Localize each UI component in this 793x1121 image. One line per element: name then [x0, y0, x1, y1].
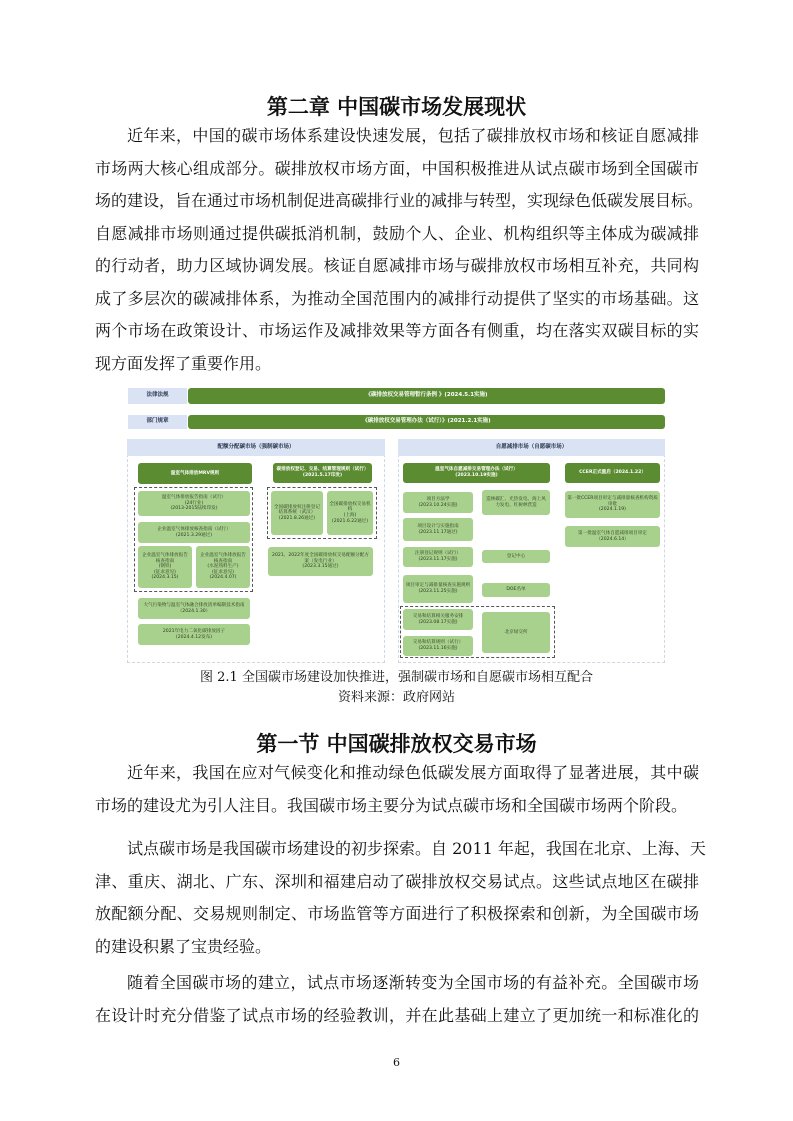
text-line: 随着全国碳市场的建立，试点市场逐渐转变为全国市场的有益补充。全国碳市场: [127, 973, 699, 992]
figure-caption: 图 2.1 全国碳市场建设加快推进，强制碳市场和自愿碳市场相互配合: [200, 670, 593, 685]
intro-paragraph: [95, 120, 704, 380]
methodology-box: 项目方法学 (2023.10.24实施): [403, 492, 473, 513]
text-line: 成了多层次的碳减排体系，为推动全国范围内的减排行动提供了坚实的市场基础。这: [95, 288, 699, 308]
steel-guide-box: 企业温室气体排放报告核查指南 (钢铁) (征求意见) (2024.3.15): [138, 546, 192, 588]
ccer-restart-box: CCER正式重启（2024.1.22）: [565, 463, 660, 483]
registry-rules-box: 碳排放权登记、交易、结算管理规则（试行）(2021.5.17印发): [273, 463, 372, 483]
text-line: 场的建设，旨在通过市场机制促进高碳排行业的减排与转型，实现绿色低碳发展目标。: [95, 191, 704, 210]
mrv-rules-box: 温室气体排放MRV规则: [138, 463, 252, 484]
compulsory-market-header: 配额分配碳市场（强制碳市场）: [127, 439, 385, 456]
text-line: 两个市场在政策设计、市场运作及减排效果等方面各有侧重，均在落实双碳目标的实: [95, 321, 699, 340]
power-factor-box: 2021年电力二氧化碳排放因子 (2024.4.12发布): [138, 624, 250, 645]
verify-guide-box: 企业温室气体排放核查指南（试行） (2021.3.29通过): [138, 522, 250, 543]
registration-rules-box: 注册登记规则（试行） (2023.11.17实施): [403, 547, 473, 567]
trading-rules-box: 交易和结算规则（试行） (2023.11.16实施): [403, 636, 473, 656]
doe-list-box: DOE名单: [482, 583, 550, 597]
wuhan-registry-box: 全国碳排放权注册登记结算系统（武汉） (2021.8.26通过): [271, 491, 323, 535]
text-line: 津、重庆、湖北、广东、深圳和福建启动了碳排放权交易试点。这些试点地区在碳排: [95, 871, 699, 891]
shanghai-exchange-box: 全国碳排放权交易机构 (上海) (2021.6.22通过): [327, 491, 373, 535]
body-paragraph: [95, 967, 699, 1032]
carbon-market-diagram: [125, 385, 665, 665]
text-line: 的行动者，助力区域协调发展。核证自愿减排市场与碳排放权市场相互补充，共同构: [95, 256, 699, 275]
text-line: 放配额分配、交易规则制定、市场监管等方面进行了积极探索和创新，为全国碳市场: [95, 904, 699, 923]
text-line: 自愿减排市场则通过提供碳抵消机制，鼓励个人、企业、机构组织等主体成为碳减排: [95, 223, 699, 243]
quota-plan-box: 2021、2022年度全国碳排放权交易配额分配方案（发电行业） (2023.3.15通过): [268, 547, 373, 576]
figure-source: 资料来源：政府网站: [337, 690, 455, 705]
air-pollution-guide-box: 大气污染物与温室气体融合排放清单编制技术指南（2024.1.30）: [138, 598, 250, 619]
text-line: 现方面发挥了重要作用。: [95, 353, 272, 373]
first-projects-box: 第一批温室气体自愿减排项目审定（2024.6.14）: [565, 526, 660, 547]
text-line: 近年来，我国在应对气候变化和推动绿色低碳发展方面取得了显著进展，其中碳: [127, 763, 699, 782]
text-line: 近年来，中国的碳市场体系建设快速发展，包括了碳排放权市场和核证自愿减排: [127, 126, 699, 145]
validation-rules-box: 项目审定与减排量核查实施规则 (2023.11.25实施): [403, 575, 473, 603]
beijing-exchange-box: 北京绿交所: [482, 612, 550, 653]
project-fields-box: 造林碳汇、光热发电、海上风力发电、红树林营造: [482, 490, 550, 515]
page-number: 6: [393, 1056, 400, 1069]
measures-bar: 《碳排放权交易管理办法（试行）》(2021.2.1实施): [188, 415, 665, 429]
report-guide-box: 温室气体排放报告指南（试行） (24行业) (2013-2015陆续印发): [138, 491, 250, 516]
trading-services-box: 交易和结算相关服务安排 (2023.08.17实施): [403, 609, 473, 630]
body-paragraph: [95, 833, 706, 963]
text-line: 市场两大核心组成部分。碳排放权市场方面，中国积极推进从试点碳市场到全国碳市: [95, 158, 699, 178]
voluntary-market-header: 自愿减排市场（自愿碳市场）: [398, 439, 665, 456]
text-line: 试点碳市场是我国碳市场建设的初步探索。自 2011 年起，我国在北京、上海、天: [127, 839, 706, 858]
chapter-title: 第二章 中国碳市场发展现状: [266, 95, 527, 119]
regulation-bar: 《碳排放权交易管理暂行条例 》(2024.5.1实施): [188, 388, 665, 404]
voluntary-measures-box: 温室气体自愿减排交易管理办法（试行） (2023.10.19实施): [403, 463, 550, 483]
section-title: 第一节 中国碳排放权交易市场: [256, 732, 537, 756]
row-label-rules: 部门规章: [128, 415, 187, 429]
text-line: 在设计时充分借鉴了试点市场的经验教训，并在此基础上建立了更加统一和标准化的: [95, 1005, 699, 1025]
text-line: 市场的建设尤为引人注目。我国碳市场主要分为试点碳市场和全国碳市场两个阶段。: [95, 795, 688, 815]
design-guide-box: 项目设计与实施指南 (2023.11.17通过): [403, 518, 473, 541]
body-paragraph: [95, 757, 699, 822]
row-label-laws: 法律法规: [128, 388, 187, 404]
text-line: 的建设积累了宝贵经验。: [95, 936, 272, 956]
registry-center-box: 登记中心: [482, 550, 550, 563]
cement-guide-box: 企业温室气体排放报告核查指南 (水泥熟料生产) (征求意见) (2024.4.07): [196, 546, 250, 588]
first-ccer-approval-box: 第一批CCER项目审定与减排量核查机构资质审批 (2024.1.19): [565, 491, 660, 518]
